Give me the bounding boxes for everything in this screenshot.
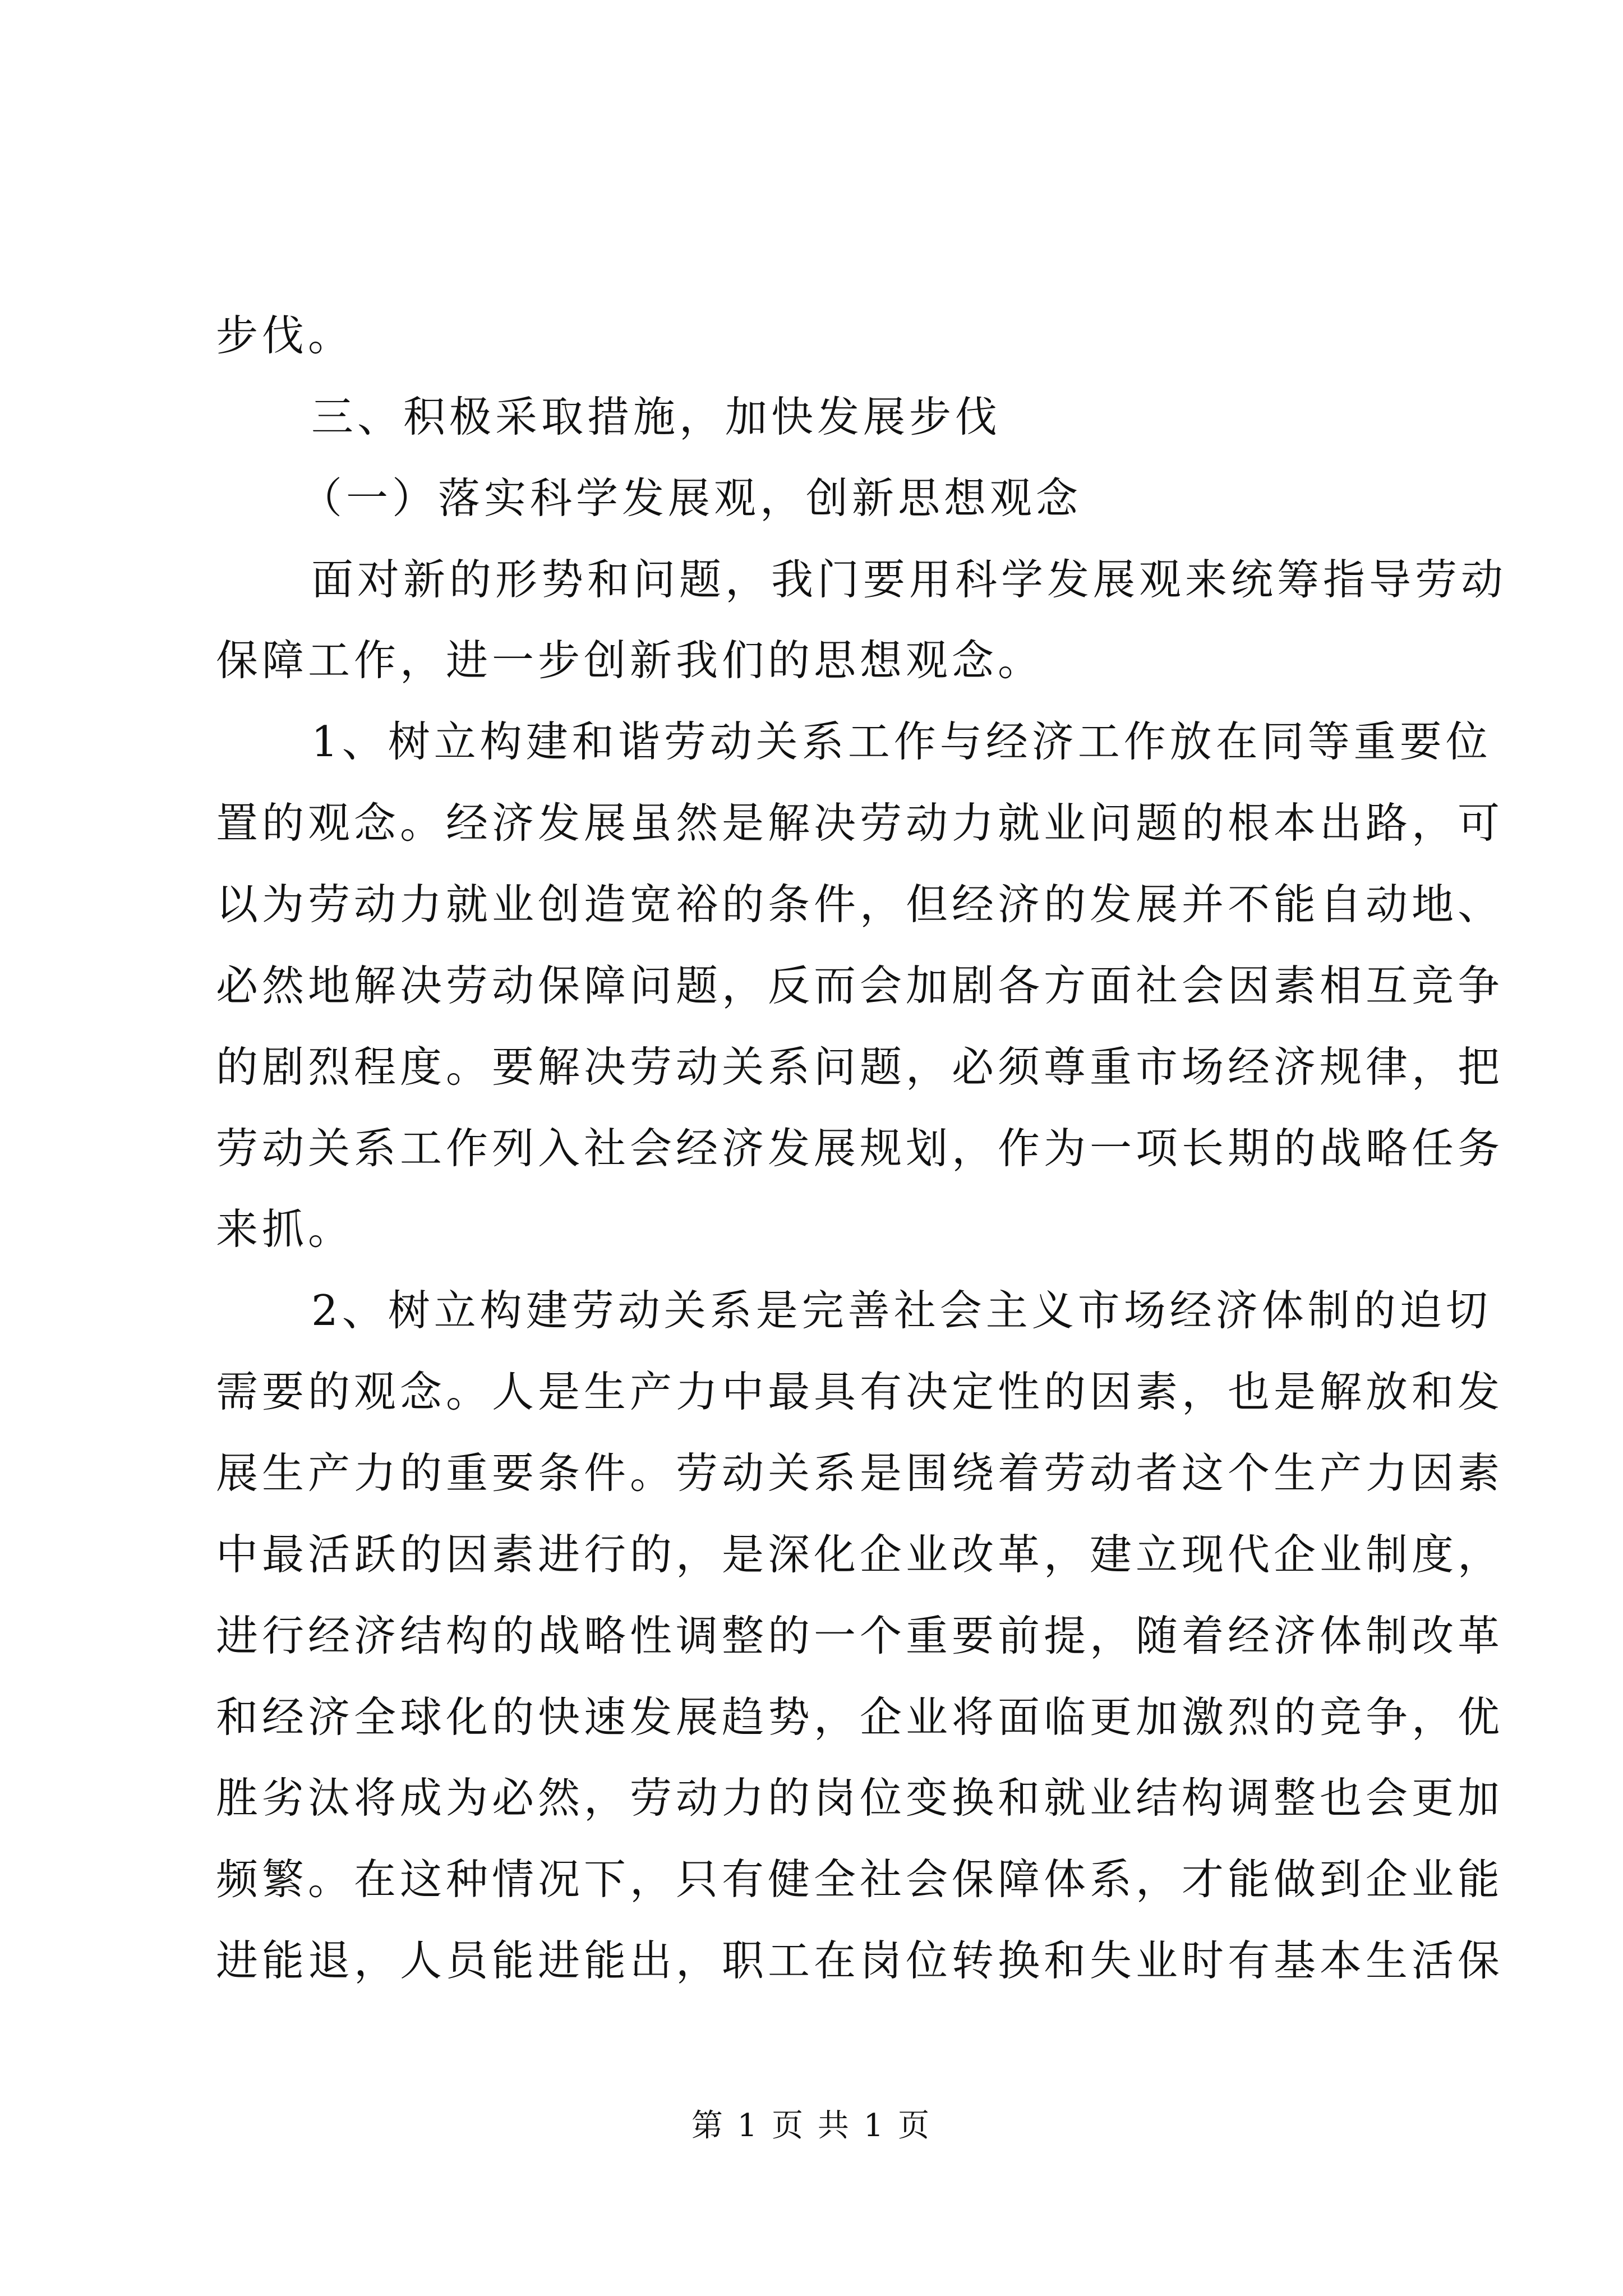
paragraph-line: 劳动关系工作列入社会经济发展规划，作为一项长期的战略任务 [216,1124,1504,1173]
paragraph-line: 进能退，人员能进能出，职工在岗位转换和失业时有基本生活保 [216,1936,1504,1985]
section-heading: 三、积极采取措施，加快发展步伐 [311,392,1002,441]
paragraph-line: 置的观念。经济发展虽然是解决劳动力就业问题的根本出路，可 [216,798,1504,848]
paragraph-line: 来抓。 [216,1204,354,1254]
paragraph-line: 和经济全球化的快速发展趋势，企业将面临更加激烈的竞争，优 [216,1692,1504,1742]
subsection-heading: （一）落实科学发展观，创新思想观念 [300,473,1082,523]
paragraph-line: 需要的观念。人是生产力中最具有决定性的因素，也是解放和发 [216,1367,1504,1416]
paragraph-line: 1、树立构建和谐劳动关系工作与经济工作放在同等重要位 [311,717,1492,766]
paragraph-line: 展生产力的重要条件。劳动关系是围绕着劳动者这个生产力因素 [216,1448,1504,1498]
paragraph-line: 2、树立构建劳动关系是完善社会主义市场经济体制的迫切 [311,1286,1492,1335]
paragraph-line: 以为劳动力就业创造宽裕的条件，但经济的发展并不能自动地、 [216,880,1504,929]
paragraph-line: 频繁。在这种情况下，只有健全社会保障体系，才能做到企业能 [216,1855,1504,1904]
paragraph-line: 面对新的形势和问题，我门要用科学发展观来统筹指导劳动 [311,555,1507,604]
page-footer: 第 1 页 共 1 页 [691,2108,932,2144]
paragraph-line: 中最活跃的因素进行的，是深化企业改革，建立现代企业制度， [216,1530,1504,1579]
paragraph-line: 胜劣汰将成为必然，劳动力的岗位变换和就业结构调整也会更加 [216,1773,1504,1823]
paragraph-line: 必然地解决劳动保障问题，反而会加剧各方面社会因素相互竞争 [216,961,1504,1010]
paragraph-line: 保障工作，进一步创新我们的思想观念。 [216,636,1044,685]
paragraph-line: 的剧烈程度。要解决劳动关系问题，必须尊重市场经济规律，把 [216,1042,1504,1092]
paragraph-line: 进行经济结构的战略性调整的一个重要前提，随着经济体制改革 [216,1611,1504,1660]
text-line-1: 步伐。 [216,311,354,360]
